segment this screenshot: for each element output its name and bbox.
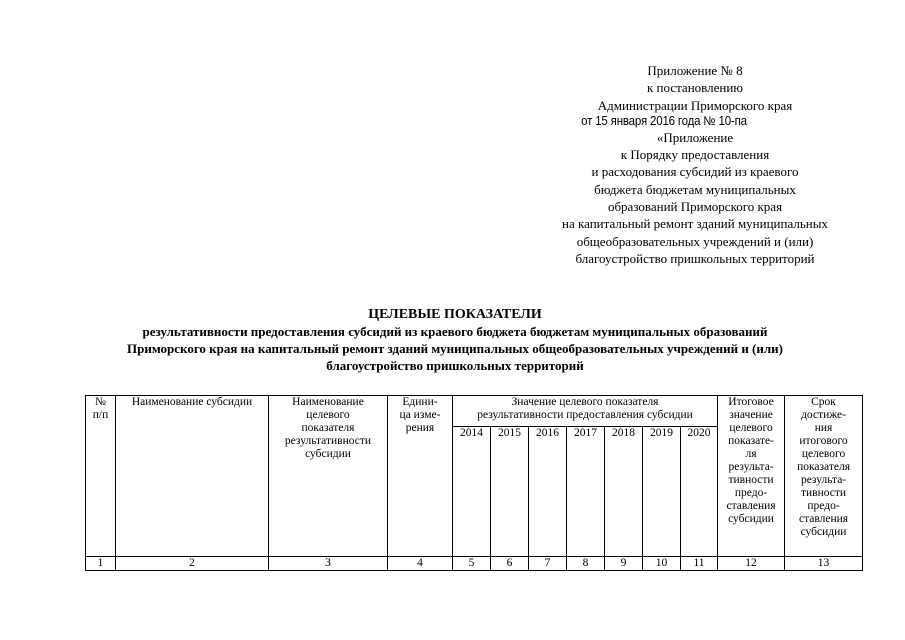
inner-appendix-line: и расходования субсидий из краевого [591,164,799,180]
column-number: 3 [269,557,388,571]
header-year: 2016 [529,427,567,557]
column-number: 5 [453,557,491,571]
document-subtitle-line: результативности предоставления субсидий из краевого бюджета бюджетам муниципальных образований [142,324,768,339]
header-number: № п/п [86,396,116,557]
header-unit: Едини- ца изме- рения [388,396,453,557]
column-number: 12 [718,557,785,571]
header-year: 2018 [605,427,643,557]
column-number: 6 [491,557,529,571]
column-number: 4 [388,557,453,571]
appendix-line: Администрации Приморского края [597,97,793,113]
header-deadline: Срок достиже- ния итогового целевого показателя результа- тивности предо- ставления субсидии [785,396,863,557]
column-number: 11 [681,557,718,571]
header-indicator-values: Значение целевого показателя результативности предоставления субсидии [453,396,718,427]
indicators-table [85,395,863,571]
column-number: 10 [643,557,681,571]
appendix-line: Приложение № 8 [647,63,743,78]
header-indicator-name: Наименование целевого показателя результативности субсидии [269,396,388,557]
header-year: 2015 [491,427,529,557]
appendix-block [540,62,850,267]
header-subsidy-name: Наименование субсидии [116,396,269,557]
document-title: ЦЕЛЕВЫЕ ПОКАЗАТЕЛИ [368,307,542,322]
inner-appendix-line: образований Приморского края [607,199,783,215]
column-number: 13 [785,557,863,571]
column-number: 2 [116,557,269,571]
header-year: 2019 [643,427,681,557]
header-total-value: Итоговое значение целевого показате- ля результа- тивности предо- ставления субсидии [718,396,785,557]
document-subtitle-line: благоустройство пришкольных территорий [326,358,584,373]
document-heading [60,306,850,374]
header-year: 2014 [453,427,491,557]
column-number: 1 [86,557,116,571]
inner-appendix-line: на капитальный ремонт зданий муниципальных [562,216,828,232]
document-subtitle-line: Приморского края на капитальный ремонт зданий муниципальных общеобразовательных учреждений и (или) [127,341,783,356]
inner-appendix-line: благоустройство пришкольных территорий [575,250,815,266]
inner-appendix-line: к Порядку предоставления [620,147,770,163]
inner-appendix-line: общеобразовательных учреждений и (или) [576,233,814,249]
decree-stamp: от 15 января 2016 года № 10-па [581,113,747,128]
column-number-row [86,557,863,571]
column-number: 9 [605,557,643,571]
inner-appendix-line: бюджета бюджетам муниципальных [594,181,796,197]
column-number: 7 [529,557,567,571]
appendix-line: к постановлению [646,80,744,96]
header-year: 2017 [567,427,605,557]
inner-appendix-line: «Приложение [656,129,734,145]
header-year: 2020 [681,427,718,557]
column-number: 8 [567,557,605,571]
